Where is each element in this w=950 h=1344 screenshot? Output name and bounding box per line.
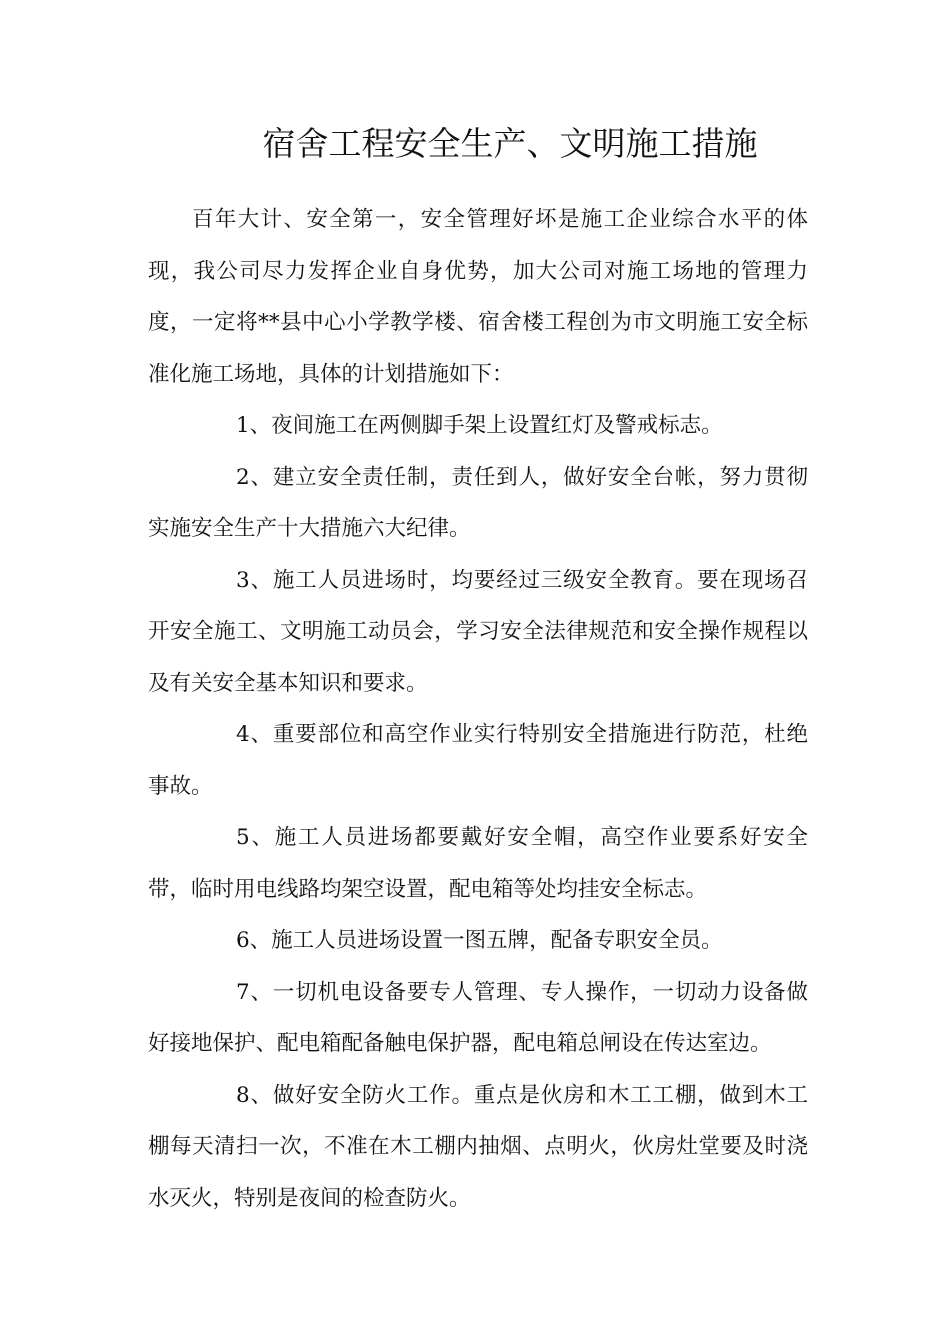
measure-item-1: 1、夜间施工在两侧脚手架上设置红灯及警戒标志。 <box>236 413 723 438</box>
measure-item-5: 5、施工人员进场都要戴好安全帽，高空作业要系好安全带，临时用电线路均架空设置，配电箱等处均挂安全标志。 <box>148 825 808 902</box>
document-title: 宿舍工程安全生产、文明施工措施 <box>262 124 758 163</box>
intro-paragraph: 百年大计、安全第一，安全管理好坏是施工企业综合水平的体现，我公司尽力发挥企业自身优势，加大公司对施工场地的管理力度，一定将**县中心小学教学楼、宿舍楼工程创为市文明施工安全标准化施工场地，具体的计划措施如下： <box>148 207 808 387</box>
measure-item-7: 7、一切机电设备要专人管理、专人操作，一切动力设备做好接地保护、配电箱配备触电保护器，配电箱总闸设在传达室边。 <box>148 979 808 1056</box>
measure-item-6: 6、施工人员进场设置一图五牌，配备专职安全员。 <box>236 928 723 953</box>
measure-item-4: 4、重要部位和高空作业实行特别安全措施进行防范，杜绝事故。 <box>148 722 808 799</box>
document-body <box>148 194 808 1224</box>
measure-item-8: 8、做好安全防火工作。重点是伙房和木工工棚，做到木工棚每天清扫一次，不准在木工棚内抽烟、点明火，伙房灶堂要及时浇水灭火，特别是夜间的检查防火。 <box>148 1082 808 1211</box>
measure-item-3: 3、施工人员进场时，均要经过三级安全教育。要在现场召开安全施工、文明施工动员会，学习安全法律规范和安全操作规程以及有关安全基本知识和要求。 <box>148 567 808 696</box>
measure-item-2: 2、建立安全责任制，责任到人，做好安全台帐，努力贯彻实施安全生产十大措施六大纪律。 <box>148 464 808 541</box>
